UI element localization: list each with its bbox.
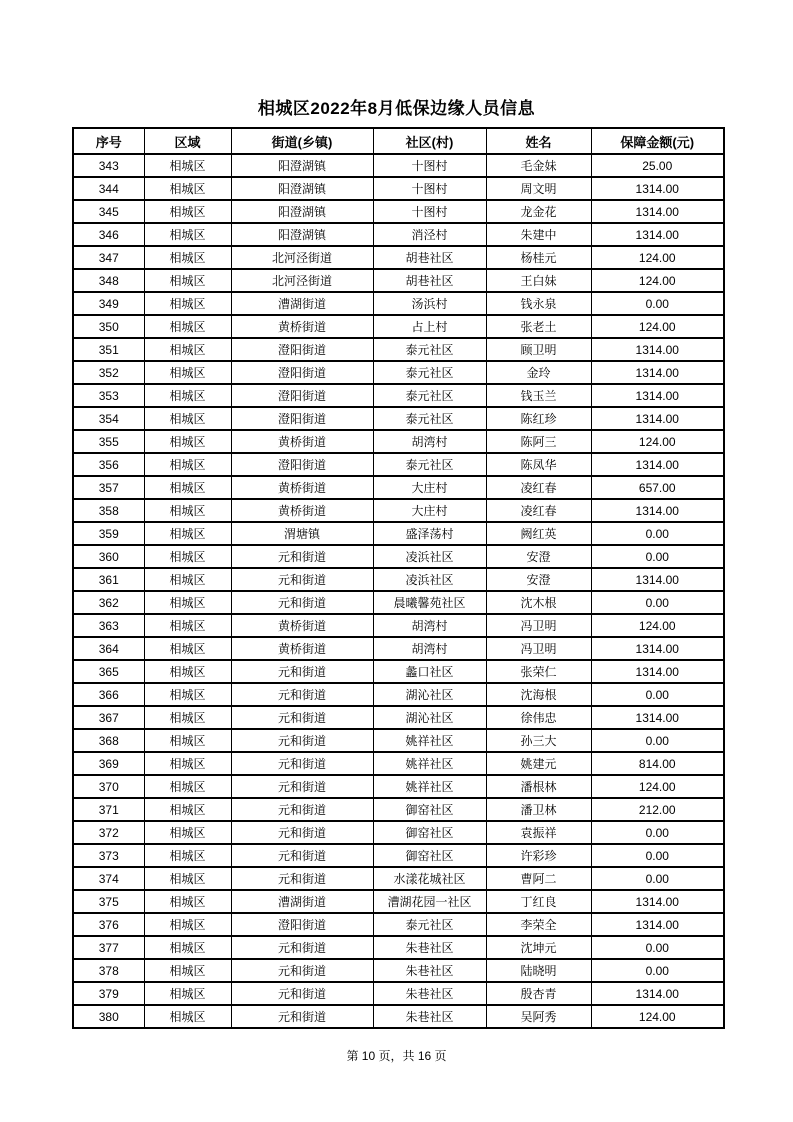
cell-index: 352: [73, 361, 144, 384]
cell-district: 相城区: [144, 269, 231, 292]
table-row: [73, 545, 724, 568]
cell-community: 姚祥社区: [373, 775, 486, 798]
cell-community: 胡湾村: [373, 637, 486, 660]
cell-name: 杨桂元: [486, 246, 591, 269]
cell-amount: 1314.00: [591, 660, 724, 683]
table-row: [73, 1005, 724, 1028]
cell-name: 张荣仁: [486, 660, 591, 683]
cell-amount: 0.00: [591, 959, 724, 982]
cell-amount: 0.00: [591, 522, 724, 545]
cell-district: 相城区: [144, 614, 231, 637]
cell-district: 相城区: [144, 1005, 231, 1028]
cell-community: 盛泽荡村: [373, 522, 486, 545]
table-row: [73, 752, 724, 775]
cell-index: 362: [73, 591, 144, 614]
cell-index: 344: [73, 177, 144, 200]
cell-amount: 0.00: [591, 683, 724, 706]
cell-amount: 0.00: [591, 936, 724, 959]
table-row: [73, 982, 724, 1005]
cell-community: 朱巷社区: [373, 982, 486, 1005]
cell-amount: 1314.00: [591, 384, 724, 407]
table-row: [73, 591, 724, 614]
table-row: [73, 637, 724, 660]
table-row: [73, 706, 724, 729]
cell-amount: 1314.00: [591, 706, 724, 729]
cell-amount: 124.00: [591, 1005, 724, 1028]
cell-index: 366: [73, 683, 144, 706]
cell-index: 367: [73, 706, 144, 729]
cell-name: 孙三大: [486, 729, 591, 752]
cell-index: 369: [73, 752, 144, 775]
cell-street: 元和街道: [231, 959, 373, 982]
cell-street: 元和街道: [231, 1005, 373, 1028]
cell-name: 潘根林: [486, 775, 591, 798]
cell-community: 胡巷社区: [373, 246, 486, 269]
cell-street: 元和街道: [231, 936, 373, 959]
cell-index: 345: [73, 200, 144, 223]
cell-district: 相城区: [144, 499, 231, 522]
cell-amount: 1314.00: [591, 890, 724, 913]
cell-name: 毛金妹: [486, 154, 591, 177]
cell-amount: 1314.00: [591, 200, 724, 223]
table-row: [73, 890, 724, 913]
cell-community: 湖沁社区: [373, 706, 486, 729]
cell-name: 许彩珍: [486, 844, 591, 867]
cell-index: 355: [73, 430, 144, 453]
cell-community: 汤浜村: [373, 292, 486, 315]
cell-community: 胡湾村: [373, 430, 486, 453]
cell-community: 姚祥社区: [373, 752, 486, 775]
cell-district: 相城区: [144, 430, 231, 453]
cell-district: 相城区: [144, 568, 231, 591]
cell-street: 元和街道: [231, 683, 373, 706]
cell-index: 351: [73, 338, 144, 361]
cell-community: 泰元社区: [373, 384, 486, 407]
table-row: [73, 246, 724, 269]
page-footer: 第 10 页，共 16 页: [346, 1049, 447, 1063]
page-title: 相城区2022年8月低保边缘人员信息: [257, 99, 536, 118]
cell-amount: 1314.00: [591, 177, 724, 200]
cell-district: 相城区: [144, 959, 231, 982]
header-cell-street: 街道(乡镇): [231, 128, 373, 154]
cell-street: 元和街道: [231, 982, 373, 1005]
cell-community: 占上村: [373, 315, 486, 338]
cell-community: 朱巷社区: [373, 959, 486, 982]
cell-name: 沈木根: [486, 591, 591, 614]
cell-index: 358: [73, 499, 144, 522]
cell-community: 漕湖花园一社区: [373, 890, 486, 913]
cell-district: 相城区: [144, 292, 231, 315]
table-body: [73, 154, 724, 1028]
table-row: [73, 683, 724, 706]
table-row: [73, 292, 724, 315]
cell-amount: 0.00: [591, 591, 724, 614]
cell-amount: 1314.00: [591, 453, 724, 476]
cell-amount: 0.00: [591, 844, 724, 867]
cell-district: 相城区: [144, 338, 231, 361]
cell-index: 348: [73, 269, 144, 292]
cell-amount: 124.00: [591, 269, 724, 292]
cell-index: 363: [73, 614, 144, 637]
cell-amount: 1314.00: [591, 407, 724, 430]
table-row: [73, 660, 724, 683]
cell-community: 蠡口社区: [373, 660, 486, 683]
cell-district: 相城区: [144, 384, 231, 407]
table-row: [73, 200, 724, 223]
cell-district: 相城区: [144, 706, 231, 729]
cell-name: 钱永泉: [486, 292, 591, 315]
cell-index: 350: [73, 315, 144, 338]
cell-name: 姚建元: [486, 752, 591, 775]
cell-name: 曹阿二: [486, 867, 591, 890]
cell-district: 相城区: [144, 591, 231, 614]
cell-district: 相城区: [144, 913, 231, 936]
cell-community: 泰元社区: [373, 913, 486, 936]
cell-name: 安澄: [486, 545, 591, 568]
cell-street: 元和街道: [231, 775, 373, 798]
table-row: [73, 867, 724, 890]
cell-district: 相城区: [144, 361, 231, 384]
cell-street: 阳澄湖镇: [231, 154, 373, 177]
cell-street: 漕湖街道: [231, 292, 373, 315]
cell-street: 漕湖街道: [231, 890, 373, 913]
cell-district: 相城区: [144, 453, 231, 476]
header-cell-name: 姓名: [486, 128, 591, 154]
cell-community: 姚祥社区: [373, 729, 486, 752]
table-row: [73, 453, 724, 476]
cell-street: 澄阳街道: [231, 913, 373, 936]
cell-district: 相城区: [144, 476, 231, 499]
cell-amount: 1314.00: [591, 361, 724, 384]
cell-index: 356: [73, 453, 144, 476]
cell-amount: 1314.00: [591, 982, 724, 1005]
cell-amount: 0.00: [591, 292, 724, 315]
cell-amount: 1314.00: [591, 637, 724, 660]
cell-community: 朱巷社区: [373, 1005, 486, 1028]
cell-amount: 124.00: [591, 775, 724, 798]
cell-name: 阙红英: [486, 522, 591, 545]
cell-district: 相城区: [144, 154, 231, 177]
cell-street: 北河泾街道: [231, 246, 373, 269]
cell-amount: 1314.00: [591, 223, 724, 246]
table-row: [73, 361, 724, 384]
cell-amount: 814.00: [591, 752, 724, 775]
cell-index: 349: [73, 292, 144, 315]
cell-name: 龙金花: [486, 200, 591, 223]
cell-district: 相城区: [144, 407, 231, 430]
cell-community: 御窑社区: [373, 798, 486, 821]
cell-street: 澄阳街道: [231, 384, 373, 407]
cell-community: 十图村: [373, 154, 486, 177]
cell-index: 364: [73, 637, 144, 660]
table-row: [73, 959, 724, 982]
cell-amount: 0.00: [591, 545, 724, 568]
cell-name: 陈阿三: [486, 430, 591, 453]
cell-community: 水漾花城社区: [373, 867, 486, 890]
cell-street: 元和街道: [231, 798, 373, 821]
cell-name: 冯卫明: [486, 614, 591, 637]
cell-district: 相城区: [144, 752, 231, 775]
cell-street: 澄阳街道: [231, 338, 373, 361]
cell-street: 元和街道: [231, 844, 373, 867]
cell-amount: 124.00: [591, 430, 724, 453]
table-row: [73, 522, 724, 545]
cell-district: 相城区: [144, 936, 231, 959]
cell-index: 374: [73, 867, 144, 890]
cell-street: 元和街道: [231, 752, 373, 775]
table-row: [73, 775, 724, 798]
cell-index: 347: [73, 246, 144, 269]
cell-street: 元和街道: [231, 568, 373, 591]
cell-name: 朱建中: [486, 223, 591, 246]
cell-community: 胡湾村: [373, 614, 486, 637]
cell-street: 黄桥街道: [231, 476, 373, 499]
cell-community: 泰元社区: [373, 407, 486, 430]
cell-district: 相城区: [144, 637, 231, 660]
cell-name: 凌红春: [486, 499, 591, 522]
cell-community: 凌浜社区: [373, 545, 486, 568]
cell-name: 徐伟忠: [486, 706, 591, 729]
cell-name: 陈凤华: [486, 453, 591, 476]
cell-district: 相城区: [144, 315, 231, 338]
cell-index: 379: [73, 982, 144, 1005]
cell-district: 相城区: [144, 775, 231, 798]
table-row: [73, 798, 724, 821]
cell-index: 378: [73, 959, 144, 982]
cell-name: 张老土: [486, 315, 591, 338]
cell-index: 377: [73, 936, 144, 959]
cell-amount: 0.00: [591, 867, 724, 890]
cell-name: 陈红珍: [486, 407, 591, 430]
cell-name: 潘卫林: [486, 798, 591, 821]
cell-amount: 212.00: [591, 798, 724, 821]
cell-index: 376: [73, 913, 144, 936]
cell-street: 元和街道: [231, 821, 373, 844]
table-row: [73, 844, 724, 867]
cell-street: 元和街道: [231, 545, 373, 568]
cell-index: 371: [73, 798, 144, 821]
cell-community: 凌浜社区: [373, 568, 486, 591]
cell-index: 359: [73, 522, 144, 545]
cell-street: 黄桥街道: [231, 499, 373, 522]
cell-district: 相城区: [144, 177, 231, 200]
cell-amount: 0.00: [591, 729, 724, 752]
cell-amount: 1314.00: [591, 499, 724, 522]
cell-district: 相城区: [144, 246, 231, 269]
cell-street: 阳澄湖镇: [231, 200, 373, 223]
cell-community: 泰元社区: [373, 338, 486, 361]
cell-name: 凌红春: [486, 476, 591, 499]
cell-street: 元和街道: [231, 729, 373, 752]
cell-district: 相城区: [144, 890, 231, 913]
table-row: [73, 154, 724, 177]
cell-community: 晨曦馨苑社区: [373, 591, 486, 614]
cell-index: 372: [73, 821, 144, 844]
cell-index: 365: [73, 660, 144, 683]
cell-index: 357: [73, 476, 144, 499]
cell-index: 361: [73, 568, 144, 591]
cell-index: 373: [73, 844, 144, 867]
cell-name: 李荣全: [486, 913, 591, 936]
cell-street: 阳澄湖镇: [231, 177, 373, 200]
cell-name: 王白妹: [486, 269, 591, 292]
cell-street: 元和街道: [231, 660, 373, 683]
table-row: [73, 729, 724, 752]
table-row: [73, 315, 724, 338]
table-row: [73, 614, 724, 637]
cell-amount: 657.00: [591, 476, 724, 499]
cell-community: 御窑社区: [373, 844, 486, 867]
table-row: [73, 407, 724, 430]
cell-street: 元和街道: [231, 867, 373, 890]
cell-amount: 0.00: [591, 821, 724, 844]
cell-community: 胡巷社区: [373, 269, 486, 292]
cell-district: 相城区: [144, 545, 231, 568]
table-row: [73, 430, 724, 453]
cell-district: 相城区: [144, 522, 231, 545]
cell-district: 相城区: [144, 798, 231, 821]
cell-district: 相城区: [144, 660, 231, 683]
cell-name: 金玲: [486, 361, 591, 384]
cell-name: 钱玉兰: [486, 384, 591, 407]
cell-community: 御窑社区: [373, 821, 486, 844]
cell-index: 375: [73, 890, 144, 913]
cell-street: 黄桥街道: [231, 637, 373, 660]
table-row: [73, 177, 724, 200]
cell-district: 相城区: [144, 729, 231, 752]
cell-community: 泰元社区: [373, 453, 486, 476]
header-cell-amount: 保障金额(元): [591, 128, 724, 154]
cell-index: 370: [73, 775, 144, 798]
cell-street: 黄桥街道: [231, 614, 373, 637]
cell-name: 安澄: [486, 568, 591, 591]
cell-community: 十图村: [373, 200, 486, 223]
cell-district: 相城区: [144, 683, 231, 706]
cell-street: 元和街道: [231, 591, 373, 614]
header-cell-community: 社区(村): [373, 128, 486, 154]
cell-street: 渭塘镇: [231, 522, 373, 545]
cell-street: 澄阳街道: [231, 407, 373, 430]
cell-district: 相城区: [144, 821, 231, 844]
cell-district: 相城区: [144, 982, 231, 1005]
table-row: [73, 338, 724, 361]
cell-community: 十图村: [373, 177, 486, 200]
table-row: [73, 936, 724, 959]
cell-name: 周文明: [486, 177, 591, 200]
cell-amount: 25.00: [591, 154, 724, 177]
table-row: [73, 821, 724, 844]
cell-index: 346: [73, 223, 144, 246]
cell-street: 黄桥街道: [231, 430, 373, 453]
cell-street: 澄阳街道: [231, 453, 373, 476]
cell-amount: 124.00: [591, 246, 724, 269]
cell-index: 353: [73, 384, 144, 407]
cell-name: 沈海根: [486, 683, 591, 706]
table-row: [73, 499, 724, 522]
cell-name: 袁振祥: [486, 821, 591, 844]
cell-community: 消泾村: [373, 223, 486, 246]
cell-index: 343: [73, 154, 144, 177]
cell-community: 朱巷社区: [373, 936, 486, 959]
header-cell-district: 区域: [144, 128, 231, 154]
cell-community: 大庄村: [373, 499, 486, 522]
cell-name: 吴阿秀: [486, 1005, 591, 1028]
cell-district: 相城区: [144, 223, 231, 246]
table-row: [73, 476, 724, 499]
cell-street: 黄桥街道: [231, 315, 373, 338]
header-cell-index: 序号: [73, 128, 144, 154]
cell-street: 澄阳街道: [231, 361, 373, 384]
cell-district: 相城区: [144, 844, 231, 867]
cell-community: 湖沁社区: [373, 683, 486, 706]
cell-index: 380: [73, 1005, 144, 1028]
cell-district: 相城区: [144, 867, 231, 890]
table-row: [73, 384, 724, 407]
cell-index: 368: [73, 729, 144, 752]
cell-name: 丁红良: [486, 890, 591, 913]
cell-amount: 1314.00: [591, 568, 724, 591]
cell-name: 陆晓明: [486, 959, 591, 982]
cell-amount: 124.00: [591, 315, 724, 338]
cell-street: 元和街道: [231, 706, 373, 729]
cell-amount: 1314.00: [591, 338, 724, 361]
cell-amount: 124.00: [591, 614, 724, 637]
table-row: [73, 913, 724, 936]
table-row: [73, 568, 724, 591]
cell-name: 冯卫明: [486, 637, 591, 660]
cell-district: 相城区: [144, 200, 231, 223]
cell-community: 大庄村: [373, 476, 486, 499]
cell-name: 沈坤元: [486, 936, 591, 959]
cell-index: 354: [73, 407, 144, 430]
table-row: [73, 223, 724, 246]
cell-index: 360: [73, 545, 144, 568]
cell-name: 顾卫明: [486, 338, 591, 361]
header-row: [73, 128, 724, 154]
cell-name: 殷杏青: [486, 982, 591, 1005]
cell-amount: 1314.00: [591, 913, 724, 936]
cell-street: 北河泾街道: [231, 269, 373, 292]
cell-community: 泰元社区: [373, 361, 486, 384]
table-row: [73, 269, 724, 292]
table-header: [73, 128, 724, 154]
cell-street: 阳澄湖镇: [231, 223, 373, 246]
benefit-table: [72, 127, 725, 1029]
